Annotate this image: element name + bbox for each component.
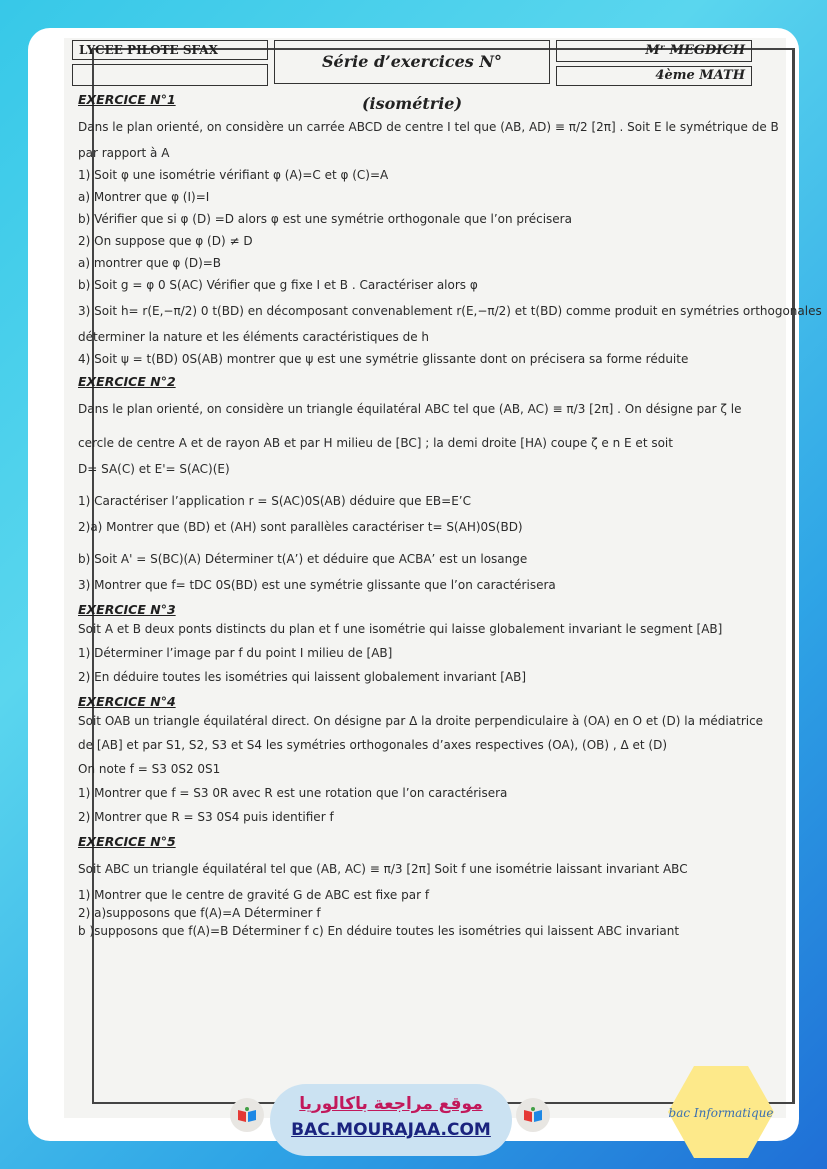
exercise1-title: EXERCICE N°1 (78, 92, 176, 107)
site-url-link[interactable]: BAC.MOURAJAA.COM (291, 1120, 491, 1140)
ex5-line: 1) Montrer que le centre de gravité G de ABC est fixe par f (78, 888, 430, 902)
ex5-line: Soit ABC un triangle équilatéral tel que (AB, AC) ≡ π/3 [2π] Soit f une isométrie laissant invariant ABC (78, 862, 688, 876)
ex1-line: b) Vérifier que si φ (D) =D alors φ est une symétrie orthogonale que l’on précisera (78, 212, 572, 226)
ex1-line: Dans le plan orienté, on considère un carrée ABCD de centre I tel que (AB, AD) ≡ π/2 [2π] . Soit E le symétrique de B (78, 120, 779, 134)
book-logo-icon (230, 1098, 264, 1132)
ex2-line: D= SA(C) et E'= S(AC)(E) (78, 462, 230, 476)
ex4-line: de [AB] et par S1, S2, S3 et S4 les symétries orthogonales d’axes respectives (OA), (OB) , Δ et (D) (78, 738, 668, 752)
ex4-line: On note f = S3 0S2 0S1 (78, 762, 221, 776)
ex4-line: 2) Montrer que R = S3 0S4 puis identifier f (78, 810, 334, 824)
ex1-line: par rapport à A (78, 146, 170, 160)
ex3-line: Soit A et B deux ponts distincts du plan et f une isométrie qui laisse globalement invariant le segment [AB] (78, 622, 723, 636)
ex3-line: 2) En déduire toutes les isométries qui laissent globalement invariant [AB] (78, 670, 527, 684)
ex1-line: 1) Soit φ une isométrie vérifiant φ (A)=C et φ (C)=A (78, 168, 389, 182)
exercise5-title: EXERCICE N°5 (78, 834, 176, 849)
ex1-line: a) montrer que φ (D)=B (78, 256, 222, 270)
site-arabic-name: موقع مراجعة باكالوريا (299, 1094, 483, 1114)
ex4-line: 1) Montrer que f = S3 0R avec R est une rotation que l’on caractérisera (78, 786, 508, 800)
logo-text: bac Informatique (668, 1106, 774, 1120)
exercise3-title: EXERCICE N°3 (78, 602, 176, 617)
ex4-line: Soit OAB un triangle équilatéral direct. On désigne par Δ la droite perpendiculaire à (OA) en O et (D) la médiatrice (78, 714, 764, 728)
ex1-line: déterminer la nature et les éléments caractéristiques de h (78, 330, 430, 344)
ex1-line: 2) On suppose que φ (D) ≠ D (78, 234, 253, 248)
ex1-line: a) Montrer que φ (I)=I (78, 190, 210, 204)
exercise4-title: EXERCICE N°4 (78, 694, 176, 709)
bac-informatique-logo (666, 1064, 776, 1160)
ex2-line: Dans le plan orienté, on considère un triangle équilatéral ABC tel que (AB, AC) ≡ π/3 [2π] . On désigne par ζ le (78, 402, 742, 416)
site-badge[interactable] (270, 1084, 512, 1156)
exercise2-title: EXERCICE N°2 (78, 374, 176, 389)
book-logo-icon (516, 1098, 550, 1132)
ex2-line: 3) Montrer que f= tDC 0S(BD) est une symétrie glissante que l’on caractérisera (78, 578, 556, 592)
ex2-line: 2)a) Montrer que (BD) et (AH) sont parallèles caractériser t= S(AH)0S(BD) (78, 520, 523, 534)
school-name: LYCEE PILOTE SFAX (72, 40, 268, 60)
page-title: Série d’exercices N° (isométrie) (274, 40, 550, 84)
ex5-line: b )supposons que f(A)=B Déterminer f c) En déduire toutes les isométries qui laissent ABC invariant (78, 924, 680, 938)
ex2-line: 1) Caractériser l’application r = S(AC)0S(AB) déduire que EB=E’C (78, 494, 471, 508)
ex5-line: 2) a)supposons que f(A)=A Déterminer f (78, 906, 321, 920)
ex2-line: cercle de centre A et de rayon AB et par H milieu de [BC] ; la demi droite [HA) coupe ζ e n E et soit (78, 436, 673, 450)
header-empty-box (72, 64, 268, 86)
ex1-line: b) Soit g = φ 0 S(AC) Vérifier que g fixe I et B . Caractériser alors φ (78, 278, 478, 292)
ex1-line: 3) Soit h= r(E,−π/2) 0 t(BD) en décomposant convenablement r(E,−π/2) et t(BD) comme produit en symétries orthogonales (78, 304, 822, 318)
class-label: 4ème MATH (556, 66, 752, 86)
exercises-content (78, 90, 822, 940)
ex2-line: b) Soit A' = S(BC)(A) Déterminer t(A’) et déduire que ACBA’ est un losange (78, 552, 528, 566)
teacher-name: Mʳ MEGDICH (556, 40, 752, 62)
ex3-line: 1) Déterminer l’image par f du point I milieu de [AB] (78, 646, 393, 660)
ex1-line: 4) Soit ψ = t(BD) 0S(AB) montrer que ψ est une symétrie glissante dont on précisera sa forme réduite (78, 352, 689, 366)
